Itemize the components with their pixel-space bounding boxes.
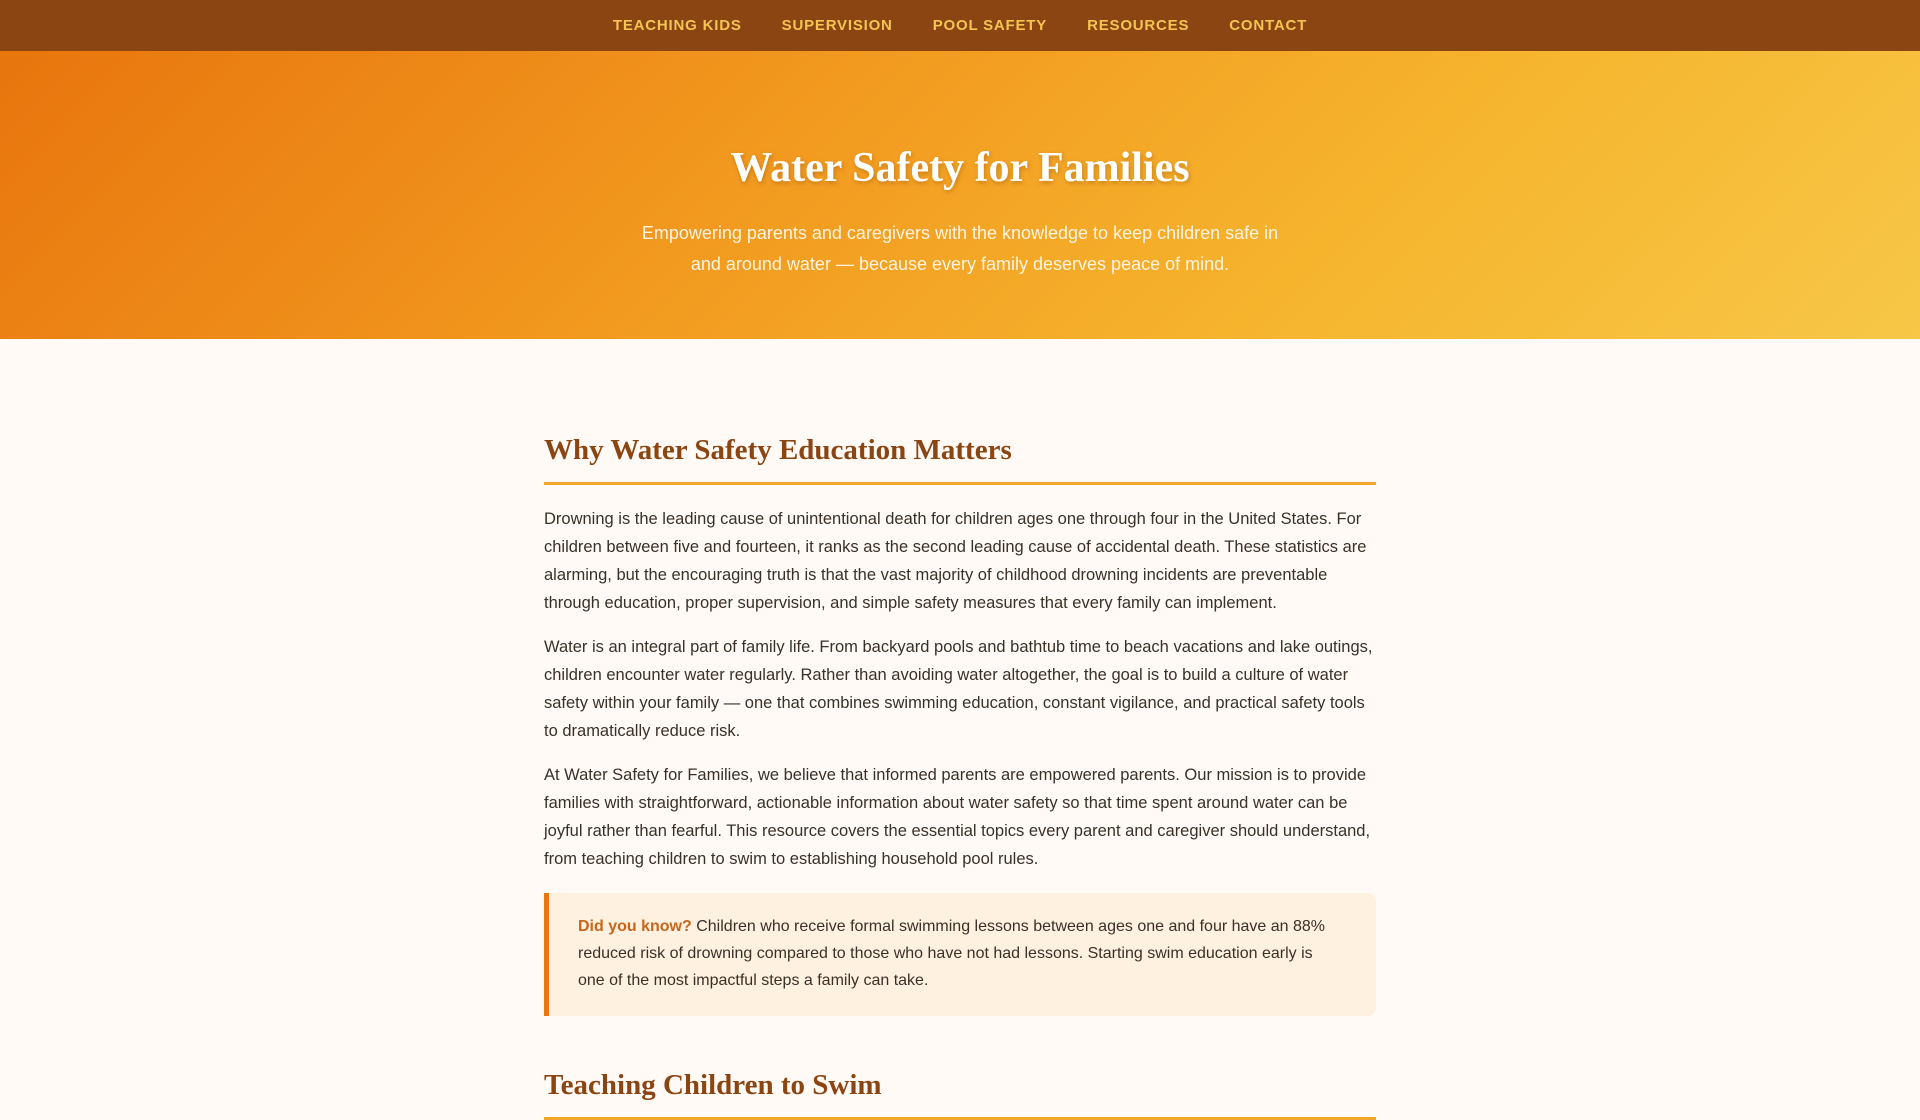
callout-body: Children who receive formal swimming lessons between ages one and four have an 88% reduced risk of drowning compared to those who have not had lessons. Starting swim education early is one of the most impactful steps a family can take. [578, 917, 1326, 989]
main-content [544, 339, 1376, 1120]
page-title: Water Safety for Families [730, 145, 1190, 191]
section-heading: Why Water Safety Education Matters [544, 433, 1376, 485]
section-heading: Teaching Children to Swim [544, 1068, 1376, 1120]
did-you-know-callout [544, 893, 1376, 1016]
section-why-water-safety [544, 433, 1376, 1016]
hero-banner [0, 51, 1920, 339]
nav-link-supervision[interactable]: SUPERVISION [781, 17, 893, 34]
nav-link-teaching-kids[interactable]: TEACHING KIDS [612, 17, 742, 34]
nav-link-resources[interactable]: RESOURCES [1087, 17, 1190, 34]
nav-link-pool-safety[interactable]: POOL SAFETY [932, 17, 1048, 34]
callout-text [578, 913, 1342, 994]
paragraph: Drowning is the leading cause of unintentional death for children ages one through four in the United States. For children between five and fourteen, it ranks as the second leading cause of accidental death. These statistics are alarming, but the encouraging truth is that the vast majority of childhood drowning incidents are preventable through education, proper supervision, and simple safety measures that every family can implement. [544, 509, 1367, 612]
top-nav [0, 0, 1920, 51]
paragraph: Water is an integral part of family life. From backyard pools and bathtub time to beach vacations and lake outings, children encounter water regularly. Rather than avoiding water altogether, the goal is to build a culture of water safety within your family — one that combines swimming education, constant vigilance, and practical safety tools to dramatically reduce risk. [544, 637, 1373, 740]
callout-lead: Did you know? [578, 917, 692, 935]
paragraph: At Water Safety for Families, we believe that informed parents are empowered parents. Our mission is to provide families with straightforward, actionable information about water safety so that time spent around water can be joyful rather than fearful. This resource covers the essential topics every parent and caregiver should understand, from teaching children to swim to establishing household pool rules. [544, 765, 1371, 868]
section-teaching-children [544, 1068, 1376, 1120]
hero-subtitle: Empowering parents and caregivers with the knowledge to keep children safe in and around water — because every family deserves peace of mind. [641, 223, 1279, 275]
nav-link-contact[interactable]: CONTACT [1229, 17, 1308, 34]
